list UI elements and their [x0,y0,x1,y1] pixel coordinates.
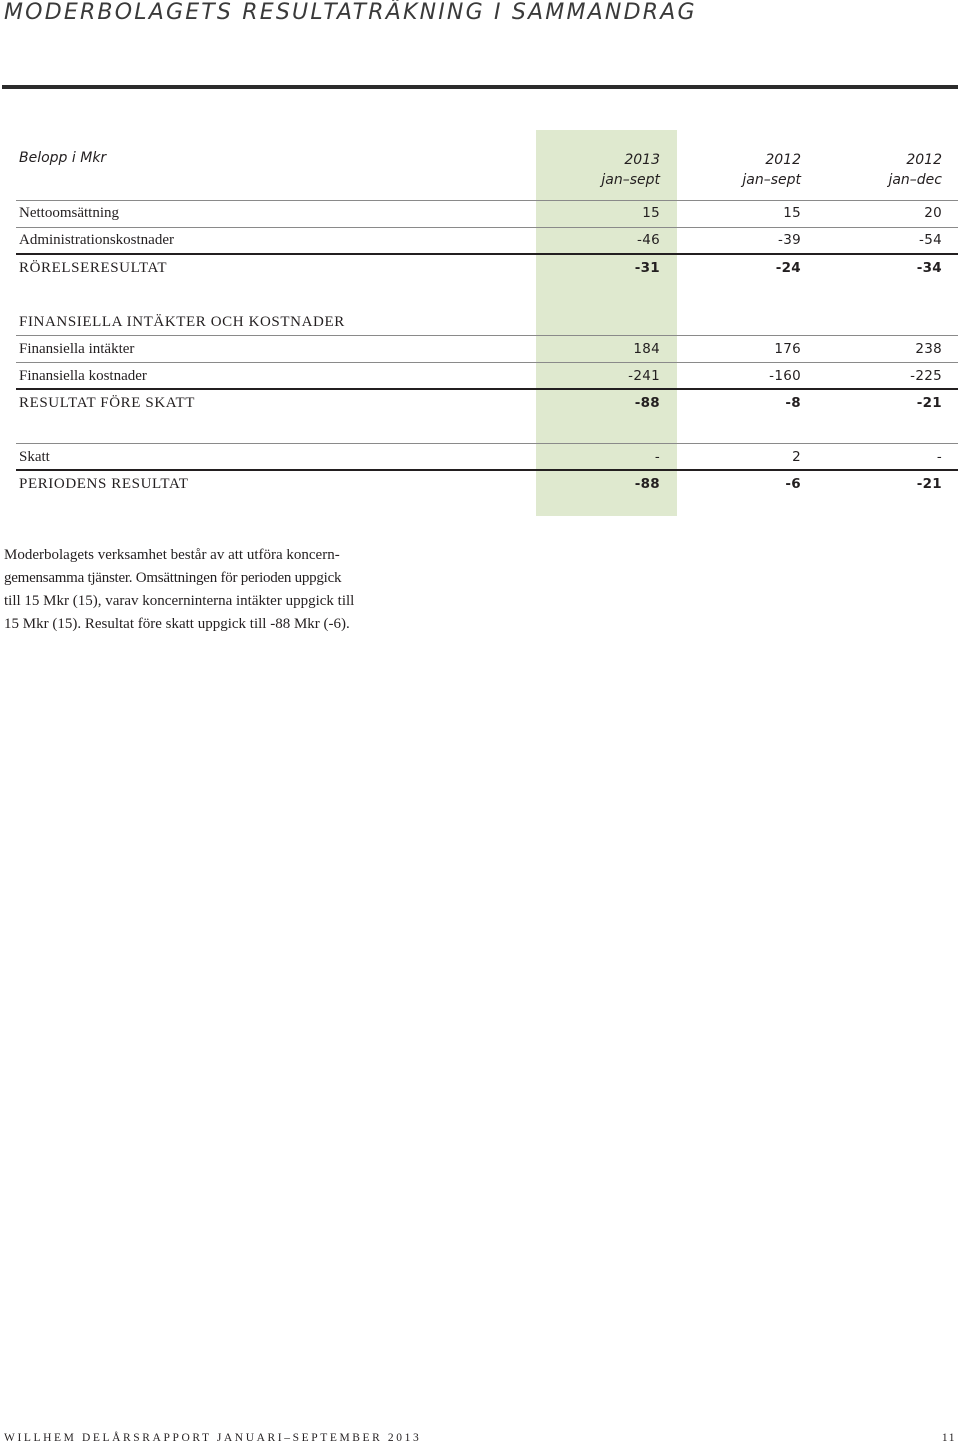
value-cell: - [654,449,660,465]
value-cell: -21 [916,395,942,411]
value-cell: 15 [642,205,660,221]
paragraph-line: Moderbolagets verksamhet består av att utföra koncern- [4,547,340,563]
value-cell: -8 [785,395,801,411]
value-cell: -34 [916,260,942,276]
row-label: RESULTAT FÖRE SKATT [19,395,196,411]
page-title: MODERBOLAGETS RESULTATRÄKNING I SAMMANDRAG [4,0,697,25]
value-cell: -21 [916,476,942,492]
column-header-2013-jan-sept [540,150,660,190]
page-number: 11 [941,1432,956,1444]
table-row [0,337,960,361]
table-row-total [0,472,960,496]
row-divider [16,443,958,444]
value-cell: - [936,449,942,465]
header-label: Belopp i Mkr [19,150,107,166]
value-cell: -54 [919,232,942,248]
row-label: RÖRELSERESULTAT [19,260,168,276]
paragraph-line: 15 Mkr (15). Resultat före skatt uppgick till -88 Mkr (-6). [4,616,350,632]
value-cell: 176 [774,341,801,357]
table-row [0,228,960,252]
column-period: jan–sept [601,172,660,188]
section-heading-row [0,310,960,334]
column-year: 2013 [624,152,660,168]
column-header-2012-jan-sept [681,150,801,190]
value-cell: -225 [910,368,942,384]
table-row-subtotal [0,256,960,280]
table-row [0,364,960,388]
value-cell: 2 [792,449,801,465]
table-row-subtotal [0,391,960,415]
value-cell: -24 [775,260,801,276]
column-year: 2012 [765,152,801,168]
column-header-2012-jan-dec [822,150,942,190]
value-cell: -46 [637,232,660,248]
row-label: Nettoomsättning [19,205,119,221]
subtotal-divider [16,253,958,255]
description-paragraph [4,544,444,636]
value-cell: 184 [633,341,660,357]
footer-text: WILLHEM DELÅRSRAPPORT JANUARI–SEPTEMBER 2013 [4,1432,422,1444]
row-divider [16,362,958,363]
row-label: Finansiella intäkter [19,341,135,357]
row-label: PERIODENS RESULTAT [19,476,189,492]
column-year: 2012 [906,152,942,168]
paragraph-line: till 15 Mkr (15), varav koncerninterna intäkter uppgick till [4,593,355,609]
value-cell: -160 [769,368,801,384]
column-period: jan–sept [742,172,801,188]
value-cell: -6 [785,476,801,492]
row-label: Skatt [19,449,50,465]
value-cell: -88 [634,395,660,411]
subtotal-divider [16,388,958,390]
row-label: Finansiella kostnader [19,368,147,384]
value-cell: -31 [634,260,660,276]
value-cell: -88 [634,476,660,492]
column-period: jan–dec [888,172,942,188]
subtotal-divider [16,469,958,471]
row-label: Administrationskostnader [19,232,174,248]
value-cell: -39 [778,232,801,248]
value-cell: 15 [783,205,801,221]
title-rule [2,85,958,89]
section-heading: FINANSIELLA INTÄKTER OCH KOSTNADER [19,314,345,330]
value-cell: 20 [924,205,942,221]
value-cell: -241 [628,368,660,384]
table-row [0,445,960,469]
value-cell: 238 [915,341,942,357]
paragraph-line: gemensamma tjänster. Omsättningen för perioden uppgick [4,570,342,586]
row-divider [16,335,958,336]
table-row [0,201,960,225]
